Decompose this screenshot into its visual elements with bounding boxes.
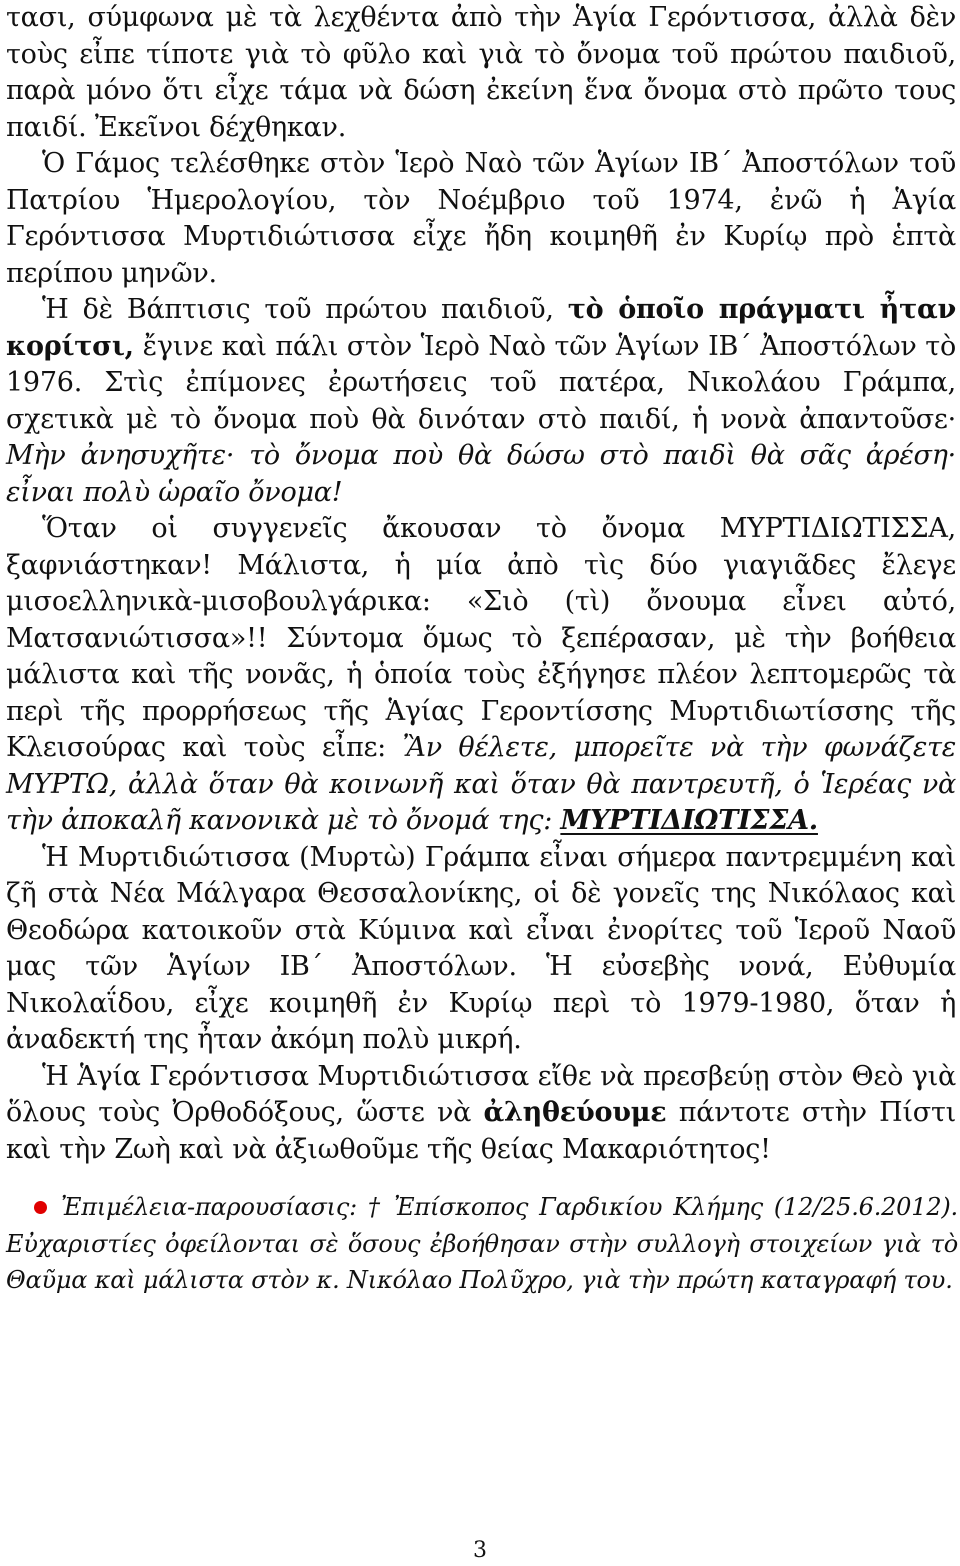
paragraph-6-text-start: Ἡ Ἁγία Γερόντισσα Μυρτιδιώτισσα εἴθε νὰ πρεσβεύῃ στὸν Θεὸ γιὰ ὅλους τοὺς Ὀρθοδόξους, ὥστε νὰ <box>6 1060 956 1128</box>
paragraph-2 <box>6 146 956 292</box>
document-body <box>6 0 956 1168</box>
paragraph-3-text-middle: ἔγινε καὶ πάλι στὸν Ἱερὸ Ναὸ τῶν Ἁγίων ΙΒ΄ Ἀποστόλων τὸ 1976. Στὶς ἐπίμονες ἐρωτήσεις τοῦ πατέρα, Νικολάου Γράμπα, σχετικὰ μὲ τὸ ὄνομα ποὺ θὰ δινόταν στὸ παιδί, ἡ νονὰ ἀπαντοῦσε· <box>6 330 956 435</box>
paragraph-4-name-emphasis: ΜΥΡΤΙΔΙΩΤΙΣΣΑ. <box>560 805 818 836</box>
editorial-note-text: Ἐπιμέλεια-παρουσίασις: † Ἐπίσκοπος Γαρδικίου Κλήμης (12/25.6.2012). Εὐχαριστίες ὀφείλονται σὲ ὅσους ἐβοήθησαν στὴν συλλογὴ στοιχείων γιὰ τὸ Θαῦμα καὶ μάλιστα στὸν κ. Νικόλαο Πολῦχρο, γιὰ τὴν πρώτη καταγραφή του. <box>6 1193 958 1294</box>
page-number: 3 <box>473 1538 487 1563</box>
paragraph-5 <box>6 840 956 1059</box>
paragraph-5-text: Ἡ Μυρτιδιώτισσα (Μυρτὼ) Γράμπα εἶναι σήμερα παντρεμμένη καὶ ζῆ στὰ Νέα Μάλγαρα Θεσσαλονίκης, οἱ δὲ γονεῖς της Νικόλαος καὶ Θεοδώρα κατοικοῦν στὰ Κύμινα καὶ εἶναι ἐνορίτες τοῦ Ἱεροῦ Ναοῦ μας τῶν Ἁγίων ΙΒ΄ Ἀποστόλων. Ἡ εὐσεβὴς νονά, Εὐθυμία Νικολαΐδου, εἶχε κοιμηθῆ ἐν Κυρίῳ περὶ τὸ 1979-1980, ὅταν ἡ ἀναδεκτή της ἦταν ἀκόμη πολὺ μικρή. <box>6 841 956 1055</box>
paragraph-2-text: Ὁ Γάμος τελέσθηκε στὸν Ἱερὸ Ναὸ τῶν Ἁγίων ΙΒ΄ Ἀποστόλων τοῦ Πατρίου Ἡμερολογίου, τὸν Νοέμβριο τοῦ 1974, ἐνῶ ἡ Ἁγία Γερόντισσα Μυρτιδιώτισσα εἶχε ἤδη κοιμηθῆ ἐν Κυρίῳ πρὸ ἑπτὰ περίπου μηνῶν. <box>6 148 956 289</box>
paragraph-6 <box>6 1059 956 1169</box>
paragraph-3-italic-quote: Μὴν ἀνησυχῆτε· τὸ ὄνομα ποὺ θὰ δώσω στὸ παιδὶ θὰ σᾶς ἀρέση· εἶναι πολὺ ὡραῖο ὄνομα! <box>6 440 956 508</box>
paragraph-4-text: Ὅταν οἱ συγγενεῖς ἄκουσαν τὸ ὄνομα ΜΥΡΤΙΔΙΩΤΙΣΣΑ, ξαφνιάστηκαν! Μάλιστα, ἡ μία ἀπὸ τὶς δύο γιαγιᾶδες ἔλεγε μισοελληνικὰ-μισοβουλγάρικα: «Σιὸ (τὶ) ὄνουμα εἶνει αὐτό, Ματσανιώτισσα»!! Σύντομα ὅμως τὸ ξεπέρασαν, μὲ τὴν βοήθεια μάλιστα καὶ τῆς νονᾶς, ἡ ὁποία τοὺς ἐξήγησε πλέον λεπτομερῶς τὰ περὶ τῆς προρρήσεως τῆς Ἁγίας Γεροντίσσης Μυρτιδιωτίσσης τῆς Κλεισούρας καὶ τοὺς εἶπε: <box>6 513 956 763</box>
paragraph-3 <box>6 292 956 511</box>
paragraph-6-bold: ἀληθεύουμε <box>483 1097 667 1128</box>
paragraph-1 <box>6 0 956 146</box>
paragraph-3-bold: τὸ ὁποῖο πράγματι ἦταν κορίτσι, <box>6 294 956 362</box>
paragraph-6-text-end: πάντοτε στὴν Πίστι καὶ τὴν Ζωὴ καὶ νὰ ἀξιωθοῦμε τῆς θείας Μακαριότητος! <box>6 1097 956 1165</box>
bullet-icon <box>34 1201 47 1214</box>
editorial-note <box>6 1189 958 1299</box>
paragraph-3-text-start: Ἡ δὲ Βάπτισις τοῦ πρώτου παιδιοῦ, <box>42 294 568 325</box>
paragraph-4-italic-quote: Ἂν θέλετε, μπορεῖτε νὰ τὴν φωνάζετε ΜΥΡΤΩ, ἀλλὰ ὅταν θὰ κοινωνῆ καὶ ὅταν θὰ παντρευτῆ, ὁ Ἱερέας νὰ τὴν ἀποκαλῆ κανονικὰ μὲ τὸ ὄνομά της: <box>6 732 956 836</box>
paragraph-4 <box>6 511 956 840</box>
paragraph-1-text: τασι, σύμφωνα μὲ τὰ λεχθέντα ἀπὸ τὴν Ἁγία Γερόντισσα, ἀλλὰ δὲν τοὺς εἶπε τίποτε γιὰ τὸ φῦλο καὶ γιὰ τὸ ὄνομα τοῦ πρώτου παιδιοῦ, παρὰ μόνο ὅτι εἶχε τάμα νὰ δώση ἐκείνη ἕνα ὄνομα στὸ πρῶτο τους παιδί. Ἐκεῖνοι δέχθηκαν. <box>6 2 956 143</box>
